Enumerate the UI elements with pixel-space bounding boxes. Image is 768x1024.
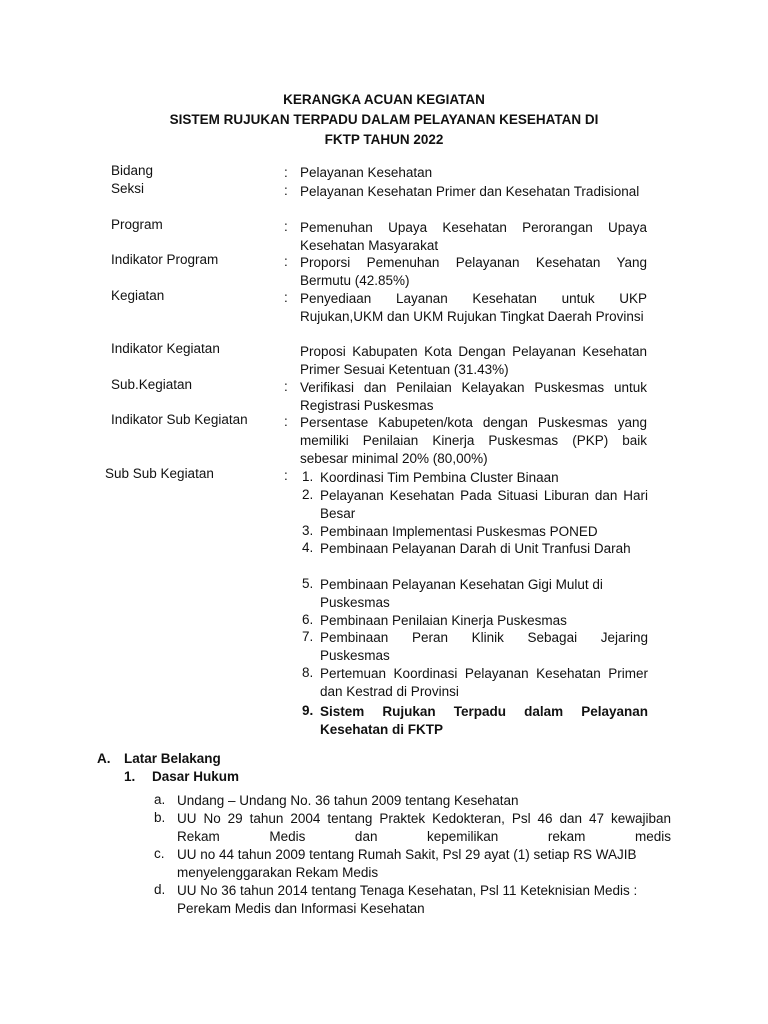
subsection-number: 1. <box>124 769 136 784</box>
list-item-number: 8. <box>302 665 314 680</box>
reference-letter: b. <box>154 810 166 825</box>
field-value: Pelayanan Kesehatan Primer dan Kesehatan Tradisional <box>300 184 640 199</box>
field-label: Bidang <box>111 163 154 178</box>
field-colon: : <box>284 468 288 483</box>
list-item: Pembinaan Pelayanan Kesehatan Gigi Mulut di Puskesmas <box>320 577 603 610</box>
field-label: Kegiatan <box>111 288 165 303</box>
field-colon: : <box>284 165 288 180</box>
list-item-number: 6. <box>302 612 314 627</box>
list-item: Sistem Rujukan Terpadu dalam Pelayanan Kesehatan di FKTP <box>320 704 648 737</box>
document-title-line-2: SISTEM RUJUKAN TERPADU DALAM PELAYANAN KESEHATAN DI <box>169 112 599 127</box>
field-colon: : <box>284 183 288 198</box>
field-value: Proporsi Pemenuhan Pelayanan Kesehatan Yang Bermutu (42.85%) <box>300 255 647 288</box>
list-item-number: 1. <box>302 469 314 484</box>
list-item: Pelayanan Kesehatan Pada Situasi Liburan dan Hari Besar <box>320 488 648 521</box>
list-item: Pembinaan Implementasi Puskesmas PONED <box>320 524 598 539</box>
field-label: Seksi <box>111 181 145 196</box>
reference-letter: d. <box>154 882 166 897</box>
reference-item: UU no 44 tahun 2009 tentang Rumah Sakit, Psl 29 ayat (1) setiap RS WAJIB menyelenggarakan Rekam Medis <box>177 847 637 880</box>
list-item: Pembinaan Pelayanan Darah di Unit Tranfusi Darah <box>320 541 631 556</box>
field-colon: : <box>284 290 288 305</box>
list-item-number: 3. <box>302 523 314 538</box>
field-value: Proposi Kabupaten Kota Dengan Pelayanan Kesehatan Primer Sesuai Ketentuan (31.43%) <box>300 344 647 377</box>
field-colon: : <box>284 414 288 429</box>
field-label: Indikator Kegiatan <box>111 341 220 356</box>
document-title-line-1: KERANGKA ACUAN KEGIATAN <box>283 92 485 107</box>
list-item: Pembinaan Penilaian Kinerja Puskesmas <box>320 613 567 628</box>
field-label: Indikator Sub Kegiatan <box>111 412 248 427</box>
field-value: Pemenuhan Upaya Kesehatan Perorangan Upaya Kesehatan Masyarakat <box>300 220 647 253</box>
list-item-number: 5. <box>302 576 314 591</box>
subsection-title: Dasar Hukum <box>152 769 240 784</box>
reference-item: UU No 29 tahun 2004 tentang Praktek Kedokteran, Psl 46 dan 47 kewajiban Rekam Medis dan kepemilikan rekam medis <box>177 811 671 844</box>
list-item-number: 2. <box>302 487 314 502</box>
field-label: Sub Sub Kegiatan <box>105 466 214 481</box>
field-value: Verifikasi dan Penilaian Kelayakan Puskesmas untuk Registrasi Puskesmas <box>300 380 647 413</box>
reference-item: Undang – Undang No. 36 tahun 2009 tentang Kesehatan <box>177 793 519 808</box>
field-colon: : <box>284 379 288 394</box>
list-item: Pertemuan Koordinasi Pelayanan Kesehatan Primer dan Kestrad di Provinsi <box>320 666 648 699</box>
reference-letter: a. <box>154 792 166 807</box>
list-item-number: 9. <box>302 703 314 718</box>
list-item-number: 7. <box>302 629 314 644</box>
field-value: Penyediaan Layanan Kesehatan untuk UKP Rujukan,UKM dan UKM Rujukan Tingkat Daerah Provinsi <box>300 291 647 324</box>
list-item: Pembinaan Peran Klinik Sebagai Jejaring Puskesmas <box>320 630 648 663</box>
field-colon: : <box>284 254 288 269</box>
reference-letter: c. <box>154 846 165 861</box>
reference-item: UU No 36 tahun 2014 tentang Tenaga Kesehatan, Psl 11 Keteknisian Medis : Perekam Medis dan Informasi Kesehatan <box>177 883 638 916</box>
section-title: Latar Belakang <box>124 751 221 766</box>
field-colon: : <box>284 219 288 234</box>
list-item: Koordinasi Tim Pembina Cluster Binaan <box>320 470 559 485</box>
field-label: Program <box>111 217 163 232</box>
field-label: Sub.Kegiatan <box>111 377 193 392</box>
field-value: Persentase Kabupeten/kota dengan Puskesmas yang memiliki Penilaian Kinerja Puskesmas (PKP) baik sebesar minimal 20% (80,00%) <box>300 415 647 466</box>
section-letter: A. <box>97 751 111 766</box>
list-item-number: 4. <box>302 540 314 555</box>
document-title-line-3: FKTP TAHUN 2022 <box>324 132 444 147</box>
field-label: Indikator Program <box>111 252 219 267</box>
field-value: Pelayanan Kesehatan <box>300 165 433 180</box>
